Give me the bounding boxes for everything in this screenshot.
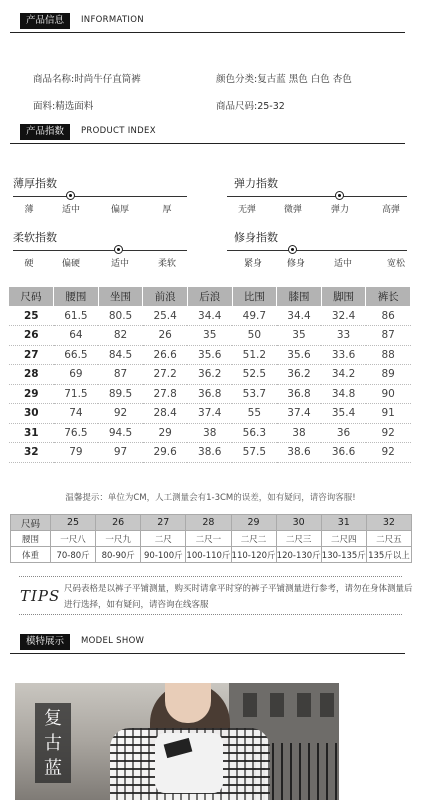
information-title-cn: 产品信息 [20, 13, 70, 29]
thickness-label: 适中 [61, 205, 81, 215]
size-table-header [9, 287, 411, 306]
measurement-cell: 38.6 [187, 443, 232, 463]
size-table-header-cell: 后浪 [187, 287, 232, 306]
conversion-waist-cell: 一尺九 [96, 531, 141, 547]
softness-scale-line [13, 250, 187, 251]
conversion-waist-cell: 二尺五 [366, 531, 411, 547]
conversion-head-cell: 29 [231, 515, 276, 531]
conversion-waist-cell: 二尺四 [321, 531, 366, 547]
measurement-cell: 29 [143, 423, 188, 443]
conversion-waist-cell: 二尺一 [186, 531, 231, 547]
model-photo [15, 683, 339, 800]
model-show-header [10, 634, 405, 650]
conversion-weight-cell: 135斤以上 [366, 547, 411, 563]
measurement-cell: 32.4 [321, 306, 366, 326]
photo-window [243, 693, 257, 717]
size-table-header-cell: 坐围 [98, 287, 143, 306]
measurement-cell: 33.6 [321, 345, 366, 365]
size-table-header-cell: 前浪 [143, 287, 188, 306]
photo-color-tag [35, 703, 71, 783]
measurement-cell: 35 [277, 326, 322, 346]
header-divider [10, 32, 405, 33]
size-table-header-cell: 比围 [232, 287, 277, 306]
measurement-cell: 36.6 [321, 443, 366, 463]
measurement-cell: 36.8 [277, 384, 322, 404]
size-table-body [9, 306, 411, 462]
measurement-cell: 66.5 [54, 345, 99, 365]
conversion-weight-cell: 120-130斤 [276, 547, 321, 563]
fit-label: 紧身 [243, 259, 263, 269]
measurement-cell: 49.7 [232, 306, 277, 326]
conversion-weight-cell: 100-110斤 [186, 547, 231, 563]
softness-label: 偏硬 [61, 259, 81, 269]
measurement-cell: 50 [232, 326, 277, 346]
size-table-header-cell: 腰围 [54, 287, 99, 306]
conversion-weight-cell: 体重 [11, 547, 51, 563]
conversion-head-cell: 尺码 [11, 515, 51, 531]
size-cell: 32 [9, 443, 54, 463]
size-table-row [9, 384, 411, 404]
measurement-cell: 64 [54, 326, 99, 346]
conversion-head-cell: 28 [186, 515, 231, 531]
measurement-cell: 87 [98, 365, 143, 385]
index-title-en: PRODUCT INDEX [81, 126, 156, 136]
size-table-row [9, 443, 411, 463]
conversion-head-cell: 25 [51, 515, 96, 531]
thickness-label: 偏厚 [110, 205, 130, 215]
measurement-cell: 92 [366, 423, 411, 443]
measurement-cell: 38.6 [277, 443, 322, 463]
conversion-waist-row [11, 531, 412, 547]
measurement-cell: 34.4 [187, 306, 232, 326]
size-cell: 31 [9, 423, 54, 443]
softness-index-title: 柔软指数 [13, 231, 57, 244]
size-cell: 26 [9, 326, 54, 346]
size-cell: 28 [9, 365, 54, 385]
elasticity-scale-line [227, 196, 407, 197]
measurement-cell: 86 [366, 306, 411, 326]
product-fabric: 面料:精选面料 [33, 101, 94, 112]
measurement-cell: 35.4 [321, 404, 366, 424]
conversion-waist-cell: 一尺八 [51, 531, 96, 547]
size-cell: 30 [9, 404, 54, 424]
fit-label: 宽松 [386, 259, 406, 269]
size-cell: 27 [9, 345, 54, 365]
measurement-cell: 33 [321, 326, 366, 346]
conversion-head-cell: 27 [141, 515, 186, 531]
conversion-weight-cell: 90-100斤 [141, 547, 186, 563]
measurement-note: 温馨提示：单位为CM，人工测量会有1-3CM的误差，如有疑问，请咨询客服! [65, 493, 356, 503]
measurement-cell: 56.3 [232, 423, 277, 443]
thickness-scale-line [13, 196, 187, 197]
measurement-cell: 53.7 [232, 384, 277, 404]
conversion-waist-cell: 二尺三 [276, 531, 321, 547]
product-colors: 颜色分类:复古蓝 黑色 白色 杏色 [216, 74, 352, 85]
measurement-cell: 36.8 [187, 384, 232, 404]
size-table-header-cell: 脚围 [321, 287, 366, 306]
measurement-cell: 35 [187, 326, 232, 346]
thickness-label: 厚 [162, 205, 172, 215]
measurement-cell: 27.2 [143, 365, 188, 385]
product-index-header [10, 124, 405, 140]
measurement-cell: 36.2 [277, 365, 322, 385]
measurement-cell: 74 [54, 404, 99, 424]
measurement-cell: 76.5 [54, 423, 99, 443]
conversion-weight-cell: 80-90斤 [96, 547, 141, 563]
conversion-head-row [11, 515, 412, 531]
measurement-cell: 87 [366, 326, 411, 346]
measurement-cell: 26.6 [143, 345, 188, 365]
measurement-cell: 27.8 [143, 384, 188, 404]
fit-index-title: 修身指数 [234, 231, 278, 244]
elasticity-label: 微弹 [283, 205, 303, 215]
conversion-waist-cell: 腰围 [11, 531, 51, 547]
tips-divider-bottom [19, 614, 402, 615]
measurement-cell: 79 [54, 443, 99, 463]
measurement-cell: 35.6 [187, 345, 232, 365]
softness-label: 硬 [24, 259, 34, 269]
conversion-weight-cell: 130-135斤 [321, 547, 366, 563]
model-title-cn: 模特展示 [20, 634, 70, 650]
measurement-cell: 37.4 [277, 404, 322, 424]
thickness-label: 薄 [24, 205, 34, 215]
measurement-cell: 89.5 [98, 384, 143, 404]
measurement-cell: 34.8 [321, 384, 366, 404]
fit-label: 适中 [333, 259, 353, 269]
measurement-cell: 90 [366, 384, 411, 404]
tips-divider-top [19, 576, 402, 577]
elasticity-label: 高弹 [381, 205, 401, 215]
measurement-cell: 80.5 [98, 306, 143, 326]
photo-window [297, 693, 311, 717]
measurement-cell: 52.5 [232, 365, 277, 385]
size-table-row [9, 404, 411, 424]
measurement-cell: 51.2 [232, 345, 277, 365]
measurement-cell: 61.5 [54, 306, 99, 326]
thickness-marker [66, 191, 75, 200]
information-title-en: INFORMATION [81, 15, 144, 25]
measurement-cell: 34.2 [321, 365, 366, 385]
measurement-cell: 57.5 [232, 443, 277, 463]
conversion-table [10, 514, 412, 563]
thickness-index-title: 薄厚指数 [13, 177, 57, 190]
product-name: 商品名称:时尚牛仔直筒裤 [33, 74, 141, 85]
information-header [10, 13, 405, 29]
photo-window [320, 693, 334, 717]
measurement-cell: 92 [366, 443, 411, 463]
header-divider [10, 143, 405, 144]
measurement-cell: 91 [366, 404, 411, 424]
size-cell: 25 [9, 306, 54, 326]
size-table-row [9, 326, 411, 346]
size-table-row [9, 306, 411, 326]
measurement-cell: 36.2 [187, 365, 232, 385]
size-table [9, 287, 411, 463]
elasticity-label: 弹力 [330, 205, 350, 215]
measurement-cell: 38 [187, 423, 232, 443]
measurement-cell: 26 [143, 326, 188, 346]
elasticity-label: 无弹 [237, 205, 257, 215]
measurement-cell: 55 [232, 404, 277, 424]
product-sizes: 商品尺码:25-32 [216, 101, 285, 112]
measurement-cell: 94.5 [98, 423, 143, 443]
measurement-cell: 82 [98, 326, 143, 346]
size-table-row [9, 423, 411, 443]
measurement-cell: 25.4 [143, 306, 188, 326]
elasticity-marker [335, 191, 344, 200]
softness-label: 柔软 [157, 259, 177, 269]
model-title-en: MODEL SHOW [81, 636, 145, 646]
measurement-cell: 38 [277, 423, 322, 443]
measurement-cell: 88 [366, 345, 411, 365]
measurement-cell: 35.6 [277, 345, 322, 365]
conversion-waist-cell: 二尺 [141, 531, 186, 547]
size-cell: 29 [9, 384, 54, 404]
index-title-cn: 产品指数 [20, 124, 70, 140]
tips-word: TIPS [20, 587, 61, 605]
conversion-weight-cell: 110-120斤 [231, 547, 276, 563]
size-table-header-cell: 膝围 [277, 287, 322, 306]
elasticity-index-title: 弹力指数 [234, 177, 278, 190]
size-table-header-cell: 尺码 [9, 287, 54, 306]
measurement-cell: 36 [321, 423, 366, 443]
measurement-cell: 89 [366, 365, 411, 385]
softness-marker [114, 245, 123, 254]
conversion-head-cell: 31 [321, 515, 366, 531]
size-table-row [9, 365, 411, 385]
conversion-weight-cell: 70-80斤 [51, 547, 96, 563]
photo-model-face [165, 683, 211, 723]
measurement-cell: 37.4 [187, 404, 232, 424]
size-table-header-cell: 裤长 [366, 287, 411, 306]
measurement-cell: 92 [98, 404, 143, 424]
conversion-weight-row [11, 547, 412, 563]
measurement-cell: 84.5 [98, 345, 143, 365]
softness-label: 适中 [110, 259, 130, 269]
measurement-cell: 28.4 [143, 404, 188, 424]
measurement-cell: 97 [98, 443, 143, 463]
conversion-head-cell: 32 [366, 515, 411, 531]
measurement-cell: 34.4 [277, 306, 322, 326]
measurement-cell: 69 [54, 365, 99, 385]
conversion-waist-cell: 二尺二 [231, 531, 276, 547]
header-divider [10, 653, 405, 654]
fit-scale-line [227, 250, 407, 251]
photo-color-tag-text: 复古蓝 [44, 708, 62, 779]
size-table-row [9, 345, 411, 365]
fit-marker [288, 245, 297, 254]
conversion-head-cell: 30 [276, 515, 321, 531]
tips-text: 尺码表格是以裤子平铺测量，购买时请拿平时穿的裤子平铺测量进行参考，请勿在身体测量后进行选择，如有疑问，请咨询在线客服 [64, 584, 413, 610]
fit-label: 修身 [286, 259, 306, 269]
measurement-cell: 29.6 [143, 443, 188, 463]
conversion-head-cell: 26 [96, 515, 141, 531]
photo-window [270, 693, 284, 717]
measurement-cell: 71.5 [54, 384, 99, 404]
